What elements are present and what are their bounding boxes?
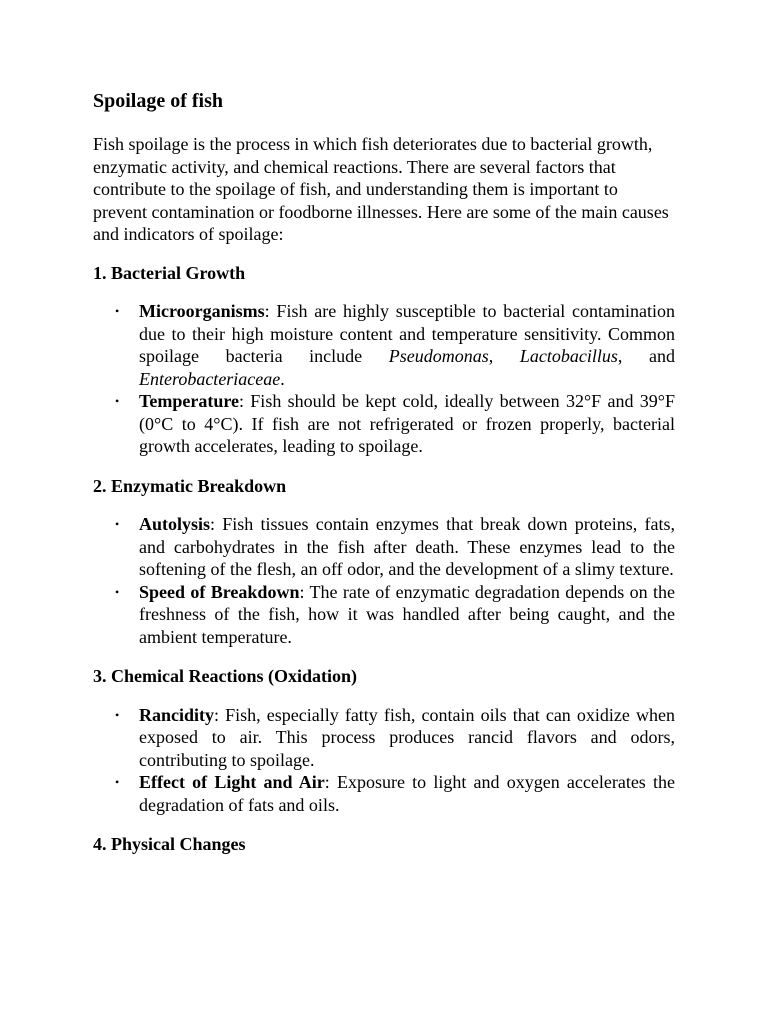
term-effect-of-light-and-air: Effect of Light and Air — [139, 772, 325, 792]
section-heading-physical-changes: 4. Physical Changes — [93, 834, 246, 854]
section-list-bacterial-growth — [93, 300, 675, 458]
genus-pseudomonas: Pseudomonas — [388, 346, 489, 366]
term-temperature: Temperature — [139, 391, 239, 411]
genus-enterobacteriaceae: Enterobacteriaceae — [139, 368, 281, 389]
document-page — [93, 86, 675, 872]
term-microorganisms: Microorganisms — [139, 301, 265, 321]
term-rancidity: Rancidity — [139, 704, 215, 725]
page-title: Spoilage of fish — [93, 90, 224, 112]
list-item-speed-of-breakdown: • Speed of Breakdown: The rate of enzymatic degradation depends on the freshness of the fish, how it was handled after being caught, and the ambient temperature. — [115, 581, 675, 647]
section-list-chemical-reactions — [93, 704, 675, 817]
section-list-enzymatic-breakdown — [93, 513, 675, 648]
term-autolysis: Autolysis — [139, 514, 211, 534]
bullet-icon: • — [115, 304, 120, 318]
genus-lactobacillus: Lactobacillus — [519, 346, 618, 366]
bullet-icon: • — [115, 707, 120, 722]
list-item-autolysis: • Autolysis: Fish tissues contain enzymes that break down proteins, fats, and carbohydrates in the fish after death. These enzymes lead to the softening of the flesh, an off odor, and the development of a slimy texture. — [115, 514, 675, 579]
bullet-icon: • — [115, 517, 120, 531]
intro-paragraph: Fish spoilage is the process in which fish deteriorates due to bacterial growth, enzymatic activity, and chemical reactions. There are several factors that contribute to the spoilage of fish, and understanding them is important to prevent contamination or foodborne illnesses. Here are some of the main causes and indicators of spoilage: — [93, 134, 669, 244]
bullet-icon: • — [115, 584, 120, 599]
bullet-icon: • — [115, 394, 120, 408]
section-heading-chemical-reactions: 3. Chemical Reactions (Oxidation) — [93, 666, 357, 686]
list-item-effect-of-light-and-air: • Effect of Light and Air: Exposure to light and oxygen accelerates the degradation of fats and oils. — [115, 772, 675, 815]
list-item-temperature: • Temperature: Fish should be kept cold, ideally between 32°F and 39°F (0°C to 4°C). If fish are not refrigerated or frozen properly, bacterial growth accelerates, leading to spoilage. — [115, 391, 675, 456]
list-item-rancidity: • Rancidity: Fish, especially fatty fish, contain oils that can oxidize when exposed to air. This process produces rancid flavors and odors, contributing to spoilage. — [115, 704, 675, 770]
bullet-icon: • — [115, 775, 120, 789]
list-item-microorganisms: • Microorganisms: Fish are highly susceptible to bacterial contamination due to their high moisture content and temperature sensitivity. Common spoilage bacteria include Pseudomonas, Lactobacillus, and Enterobacteriaceae. — [115, 301, 676, 389]
section-heading-bacterial-growth: 1. Bacterial Growth — [93, 262, 246, 283]
section-heading-enzymatic-breakdown: 2. Enzymatic Breakdown — [93, 475, 287, 496]
term-speed-of-breakdown: Speed of Breakdown — [139, 581, 300, 602]
